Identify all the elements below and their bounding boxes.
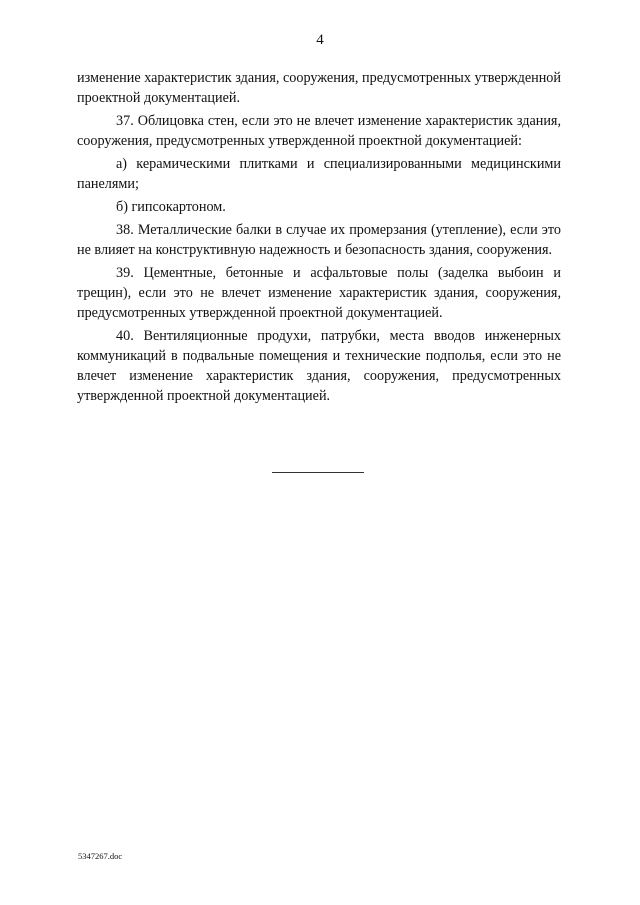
paragraph-item-40: 40. Вентиляционные продухи, патрубки, места вводов инженерных коммуникаций в подвальные помещения и технические подполья, если это не влечет изменение характеристик здания, сооружения, предусмотренных утвержденной проектной документацией. [77, 328, 561, 404]
footer-filename: 5347267.doc [78, 851, 123, 861]
paragraph-item-39: 39. Цементные, бетонные и асфальтовые полы (заделка выбоин и трещин), если это не влечет изменение характеристик здания, сооружения, предусмотренных утвержденной проектной документацией. [77, 265, 561, 321]
page-number: 4 [316, 32, 324, 48]
paragraph-continuation: изменение характеристик здания, сооружения, предусмотренных утвержденной проектной документацией. [77, 70, 561, 106]
paragraph-item-37b: б) гипсокартоном. [116, 199, 226, 215]
end-divider-line [272, 472, 364, 473]
paragraph-item-37: 37. Облицовка стен, если это не влечет изменение характеристик здания, сооружения, предусмотренных утвержденной проектной документацией: [77, 113, 561, 149]
paragraph-item-38: 38. Металлические балки в случае их промерзания (утепление), если это не влияет на конструктивную надежность и безопасность здания, сооружения. [77, 222, 561, 258]
paragraph-item-37a: а) керамическими плитками и специализированными медицинскими панелями; [77, 156, 561, 192]
document-body [77, 68, 561, 406]
